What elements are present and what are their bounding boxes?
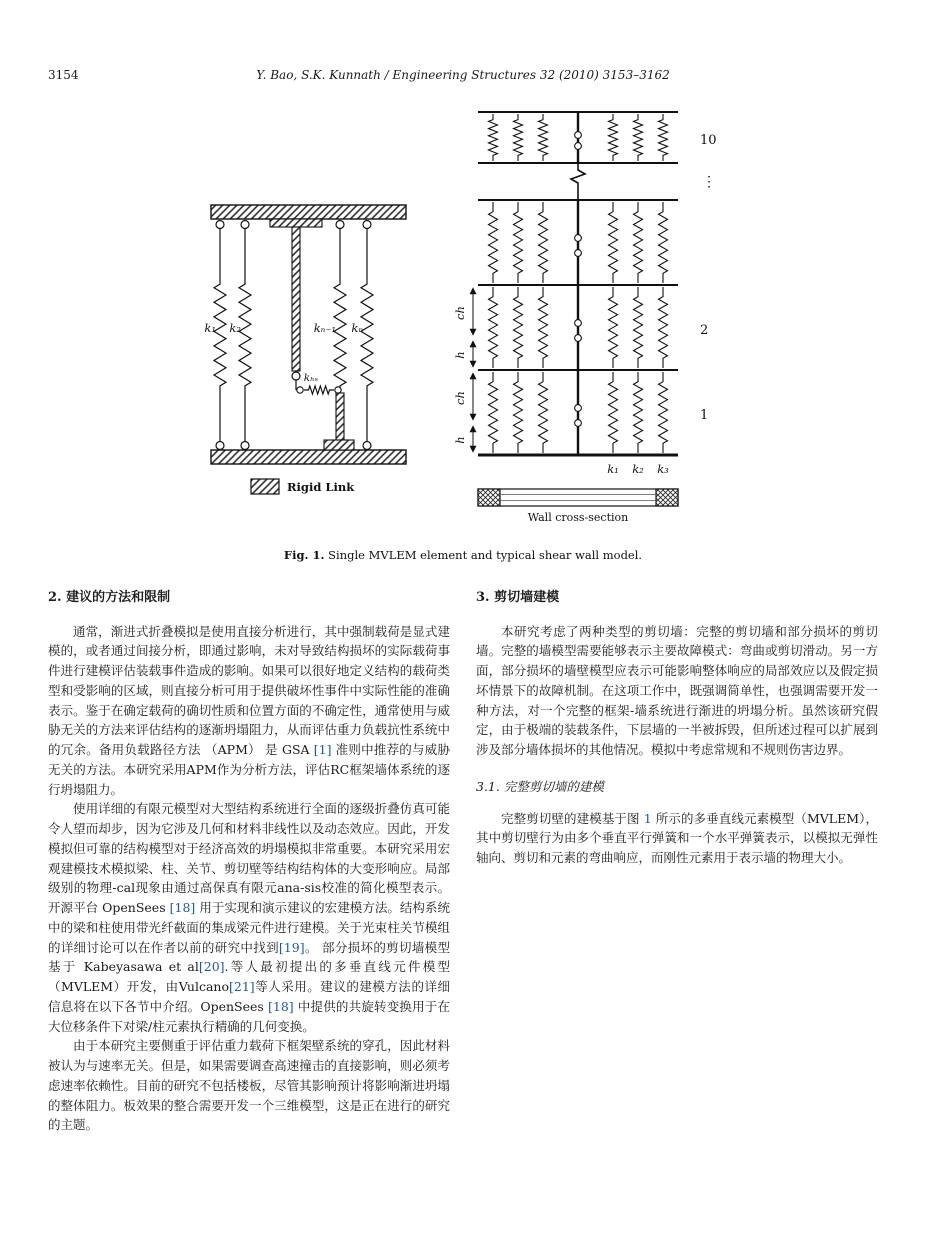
figure-caption: [48, 548, 878, 562]
cross-section-label: Wall cross-section: [527, 511, 629, 524]
break-symbol: [571, 163, 585, 200]
spring-khs: [304, 386, 334, 394]
citation-link[interactable]: [19]: [278, 939, 305, 955]
label-khs: kₕₛ: [303, 372, 319, 384]
figure-1: [178, 100, 726, 536]
paragraph: [48, 799, 450, 1036]
running-head: Y. Bao, S.K. Kunnath / Engineering Structures 32 (2010) 3153–3162: [256, 68, 670, 82]
shear-wall-diagram: [453, 112, 717, 524]
spring-k2: [239, 229, 251, 441]
citation-link[interactable]: [1]: [313, 742, 332, 758]
text-run: 本研究考虑了两种类型的剪切墙：完整的剪切墙和部分损坏的剪切墙。完整的墙模型需要能够表示主要故障模式：弯曲或剪切滑动。另一方面，部分损坏的墙壁模型应表示可能影响整体响应的局部效应以及假定损坏情景下的故障机制。在这项工作中，既强调简单性，也强调需要开发一种方法，对一个完整的框架-墙系统进行渐进的坍塌分析。虽然该研究假定，由于极端的装载条件，下层墙的一半被拆毁，但所述过程可以扩展到涉及部分墙体损坏的其他情况。模拟中考虑常规和不规则伤害边界。: [476, 623, 878, 758]
text-run: 用于实现和演示建议的宏建模方法。结构系统中的梁和柱使用带光纤截面的集成梁元件进行建模。关于光束柱关节模组的详细讨论可以在作者以前的研究中找到: [48, 900, 450, 955]
section-3-heading: 3. 剪切墙建模: [476, 590, 560, 605]
spring-k1: [214, 229, 226, 441]
figure-caption-label: Fig. 1.: [283, 548, 325, 562]
mvlem-diagram: [204, 205, 406, 494]
paragraph: [476, 622, 878, 760]
text-run: 通常，渐进式折叠模拟是使用直接分析进行，其中强制载荷是显式建模的，或者通过间接分析，即通过影响，未对导致结构损坏的实际载荷事件进行建模评估装载事件造成的影响。如果可以很好地定义结构的载荷类型和受影响的区域，则直接分析可用于提供破坏性事件中实际性能的准确表示。鉴于在确定载荷的确切性质和位置方面的不确定性，通常使用与威胁无关的方法来评估结构的逐渐坍塌阻力，从而评估重力负载抗性系统中的冗余。备用负载路径方法 （APM） 是 GSA: [48, 623, 450, 758]
rigid-top-bar: [211, 205, 406, 219]
figure-1-graphic: [178, 100, 726, 532]
legend-swatch: [251, 479, 279, 494]
right-column: [476, 588, 878, 1135]
dim-ch-story1: ch: [453, 391, 467, 405]
text-run: .等人最初提出的多垂直线元件模型（MVLEM）开发，由Vulcano: [48, 959, 451, 995]
section-2-heading: 2. 建议的方法和限制: [48, 590, 171, 605]
citation-link[interactable]: [18]: [169, 900, 196, 916]
text-run: 完整剪切壁的建模基于图: [501, 810, 644, 826]
paragraph: [48, 622, 450, 800]
center-foot: [324, 440, 354, 450]
left-column: [48, 588, 450, 1135]
text-run: 等人采用。建议的建模方法的详细信息将在以下各节中介绍。OpenSees: [48, 979, 450, 1014]
paragraph: [476, 809, 878, 868]
base-label-k3: k₃: [657, 462, 669, 476]
label-kn: kₙ: [351, 321, 363, 335]
rigid-bottom-bar: [211, 450, 406, 464]
spring-kn: [361, 229, 373, 441]
legend-label: Rigid Link: [287, 480, 355, 494]
center-column: [292, 227, 300, 371]
base-label-k2: k₂: [632, 462, 644, 476]
text-run: 准则中推荐的与威胁无关的方法。本研究采用APM作为分析方法，评估RC框架墙体系统的逐行坍塌阻力。: [48, 742, 450, 797]
story-ellipsis: ⋮: [702, 174, 716, 190]
text-run: 。 部分损坏的剪切墙模型基于 Kabeyasawa et al: [48, 939, 450, 975]
base-label-k1: k₁: [607, 462, 619, 476]
center-top-flange: [270, 219, 322, 227]
label-kn1: kₙ₋₁: [313, 321, 336, 335]
text-run: 中提供的共旋转变换用于在大位移条件下对梁/柱元素执行精确的几何变换。: [48, 998, 450, 1034]
story-label-10: 10: [700, 133, 717, 148]
text-run: 由于本研究主要侧重于评估重力载荷下框架壁系统的穿孔，因此材料被认为与速率无关。但是，如果需要调查高速撞击的直接影响，则必须考虑速率依赖性。目前的研究不包括楼板，尽管其影响预计将影响渐进坍塌的整体阻力。板效果的整合需要开发一个三维模型，这是正在进行的研究的主题。: [48, 1038, 450, 1133]
page-header: [48, 68, 878, 86]
dim-h-story1: h: [453, 436, 467, 444]
text-run: 使用详细的有限元模型对大型结构系统进行全面的逐级折叠仿真可能令人望而却步，因为它涉及几何和材料非线性以及动态效应。因此，开发模拟但可靠的结构模型对于经济高效的坍塌模拟非常重要。本研究采用宏观建模技术模拟梁、柱、关节、剪切壁等结构结构体的大变形响应。局部级别的物理-cal现象由通过高保真有限元ana-sis校准的简化模型表示。开源平台 OpenSees: [48, 801, 450, 916]
page-number: 3154: [48, 68, 79, 82]
section-3-1-heading: 3.1. 完整剪切墙的建模: [476, 778, 604, 794]
label-k2: k₂: [229, 321, 241, 335]
text-run: 所示的多垂直线元素模型（MVLEM），其中剪切壁行为由多个垂直平行弹簧和一个水平弹簧表示，以模拟无弹性轴向、剪切和元素的弯曲响应，而刚性元素用于表示墙的物理大小。: [476, 810, 878, 866]
story-label-2: 2: [700, 323, 709, 338]
dim-h-story2: h: [453, 351, 467, 359]
story-label-1: 1: [700, 408, 709, 423]
citation-link[interactable]: [20]: [198, 959, 225, 975]
dim-ch-story2: ch: [453, 306, 467, 320]
paragraph: [48, 1036, 450, 1135]
wall-cross-section: [478, 489, 678, 524]
citation-link[interactable]: [21]: [229, 979, 255, 995]
rigid-link-legend: [251, 479, 355, 494]
citation-link[interactable]: [18]: [268, 998, 294, 1014]
citation-link[interactable]: 1: [643, 810, 652, 826]
figure-caption-text: Single MVLEM element and typical shear wall model.: [324, 548, 643, 562]
body-columns: [48, 588, 878, 1135]
center-lower-stub: [336, 393, 344, 440]
label-k1: k₁: [204, 321, 216, 335]
